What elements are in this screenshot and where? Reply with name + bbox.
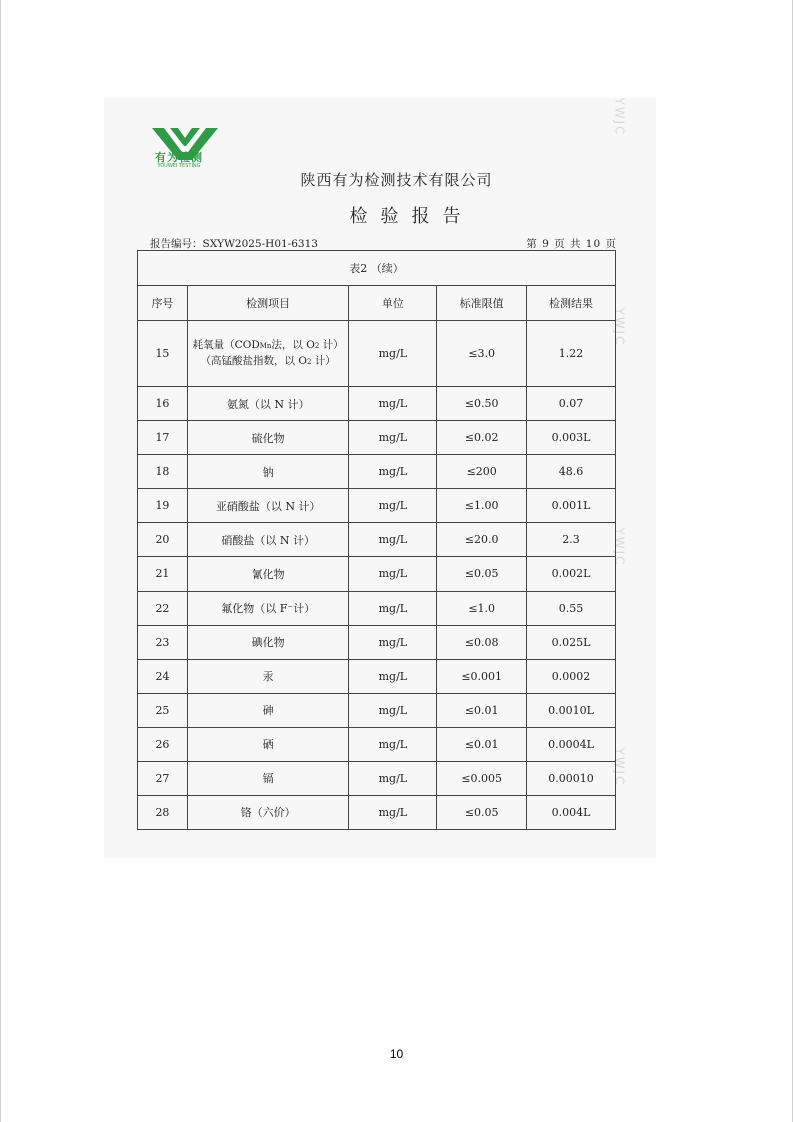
cell-no: 24: [138, 659, 188, 693]
cell-item: 氟化物（以 F⁻计）: [187, 591, 349, 625]
cell-result: 0.001L: [527, 489, 616, 523]
table-row: [138, 387, 616, 421]
cell-limit: ≤0.08: [437, 625, 527, 659]
cell-limit: ≤0.005: [437, 761, 527, 795]
cell-result: 0.002L: [527, 557, 616, 591]
cell-result: 2.3: [527, 523, 616, 557]
table-row: [138, 321, 616, 387]
cell-unit: mg/L: [349, 557, 437, 591]
cell-item: 铬（六价）: [187, 795, 349, 829]
cell-item: 亚硝酸盐（以 N 计）: [187, 489, 349, 523]
cell-no: 25: [138, 693, 188, 727]
cell-limit: ≤3.0: [437, 321, 527, 387]
cell-unit: mg/L: [349, 489, 437, 523]
table-row: [138, 693, 616, 727]
header-cell: 单位: [349, 286, 437, 321]
cell-limit: ≤200: [437, 455, 527, 489]
cell-limit: ≤1.00: [437, 489, 527, 523]
page-number: 10: [389, 1047, 404, 1061]
cell-item: 碘化物: [187, 625, 349, 659]
table-header-row: [138, 286, 616, 321]
logo-text: 有为检测: [155, 151, 203, 164]
logo-subtext: YOUWEI TESTING: [157, 163, 201, 169]
watermark: YWJC: [612, 527, 627, 567]
table-row: [138, 625, 616, 659]
header-cell: 序号: [138, 286, 188, 321]
cell-item: 硝酸盐（以 N 计）: [187, 523, 349, 557]
cell-unit: mg/L: [349, 625, 437, 659]
company-name: 陕西有为检测技术有限公司: [300, 171, 493, 189]
cell-result: 0.003L: [527, 421, 616, 455]
table-row: [138, 421, 616, 455]
cell-item: 钠: [187, 455, 349, 489]
table-caption: 表2 （续）: [138, 251, 616, 286]
cell-result: 0.0004L: [527, 727, 616, 761]
table-row: [138, 489, 616, 523]
table-row: [138, 455, 616, 489]
cell-no: 18: [138, 455, 188, 489]
cell-unit: mg/L: [349, 321, 437, 387]
report-number: 报告编号：SXYW2025-H01-6313: [150, 238, 318, 250]
cell-unit: mg/L: [349, 523, 437, 557]
cell-limit: ≤1.0: [437, 591, 527, 625]
table-row: [138, 761, 616, 795]
table-row: [138, 727, 616, 761]
cell-unit: mg/L: [349, 761, 437, 795]
document-title: 检验报告: [349, 206, 474, 227]
cell-item: 硫化物: [187, 421, 349, 455]
cell-no: 17: [138, 421, 188, 455]
cell-unit: mg/L: [349, 795, 437, 829]
cell-result: 0.0002: [527, 659, 616, 693]
cell-unit: mg/L: [349, 591, 437, 625]
table-row: [138, 591, 616, 625]
cell-result: 0.004L: [527, 795, 616, 829]
cell-no: 16: [138, 387, 188, 421]
header-cell: 检测结果: [527, 286, 616, 321]
cell-limit: ≤0.001: [437, 659, 527, 693]
cell-unit: mg/L: [349, 421, 437, 455]
cell-item: 耗氧量（CODMn法，以 O2 计） （高锰酸盐指数，以 O2 计）: [187, 321, 349, 387]
cell-limit: ≤0.02: [437, 421, 527, 455]
cell-limit: ≤20.0: [437, 523, 527, 557]
cell-unit: mg/L: [349, 693, 437, 727]
header-cell: 检测项目: [187, 286, 349, 321]
table-row: [138, 557, 616, 591]
cell-limit: ≤0.01: [437, 693, 527, 727]
cell-unit: mg/L: [349, 455, 437, 489]
cell-no: 20: [138, 523, 188, 557]
cell-no: 27: [138, 761, 188, 795]
cell-no: 21: [138, 557, 188, 591]
cell-limit: ≤0.05: [437, 795, 527, 829]
cell-item: 硒: [187, 727, 349, 761]
cell-no: 15: [138, 321, 188, 387]
cell-no: 19: [138, 489, 188, 523]
cell-result: 0.025L: [527, 625, 616, 659]
cell-limit: ≤0.01: [437, 727, 527, 761]
cell-item: 氨氮（以 N 计）: [187, 387, 349, 421]
cell-no: 28: [138, 795, 188, 829]
header-cell: 标准限值: [437, 286, 527, 321]
cell-unit: mg/L: [349, 387, 437, 421]
table-row: [138, 795, 616, 829]
cell-no: 22: [138, 591, 188, 625]
table-row: [138, 659, 616, 693]
cell-result: 0.55: [527, 591, 616, 625]
table-row: [138, 523, 616, 557]
cell-item: 氰化物: [187, 557, 349, 591]
cell-item: 汞: [187, 659, 349, 693]
cell-item: 镉: [187, 761, 349, 795]
cell-result: 0.0010L: [527, 693, 616, 727]
page-indicator: 第 9 页 共 10 页: [526, 238, 617, 250]
watermark: YWJC: [612, 97, 627, 137]
cell-result: 1.22: [527, 321, 616, 387]
cell-limit: ≤0.05: [437, 557, 527, 591]
cell-result: 0.00010: [527, 761, 616, 795]
cell-unit: mg/L: [349, 727, 437, 761]
cell-result: 0.07: [527, 387, 616, 421]
cell-no: 26: [138, 727, 188, 761]
watermark: YWJC: [612, 307, 627, 347]
results-table: [137, 250, 616, 830]
cell-no: 23: [138, 625, 188, 659]
cell-unit: mg/L: [349, 659, 437, 693]
watermark: YWJC: [612, 747, 627, 787]
cell-item: 砷: [187, 693, 349, 727]
cell-result: 48.6: [527, 455, 616, 489]
cell-limit: ≤0.50: [437, 387, 527, 421]
